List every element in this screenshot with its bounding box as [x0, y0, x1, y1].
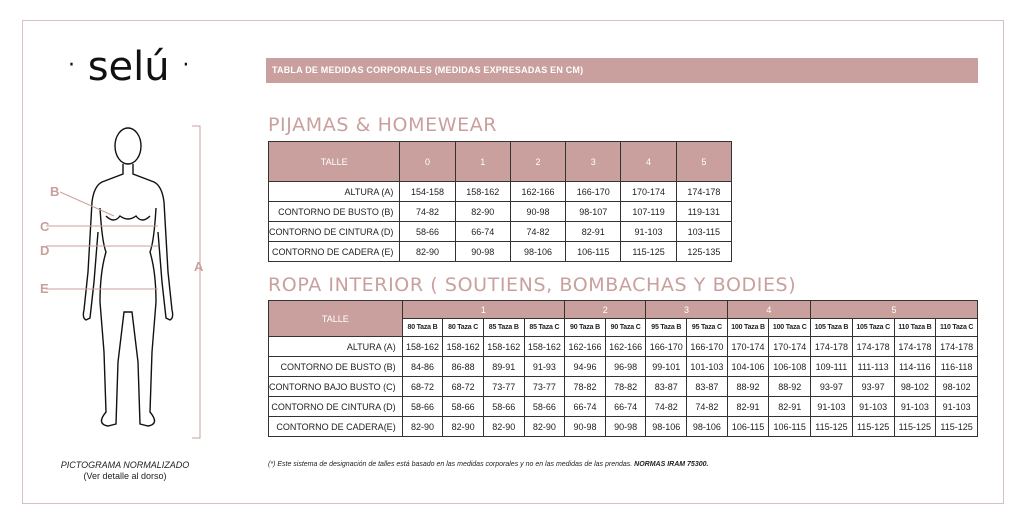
cell-value: 162-166	[565, 337, 606, 357]
cell-value: 78-82	[565, 377, 606, 397]
cell-value: 84-86	[402, 357, 443, 377]
cup-header: 85 Taza B	[483, 319, 524, 337]
cell-value: 98-106	[646, 417, 687, 437]
cell-value: 82-91	[566, 222, 621, 242]
logo-text: selú	[87, 44, 170, 90]
cup-header: 105 Taza C	[852, 319, 894, 337]
cell-value: 115-125	[852, 417, 894, 437]
table-row	[269, 377, 978, 397]
caption-title: PICTOGRAMA NORMALIZADO	[60, 460, 190, 470]
cell-value: 90-98	[455, 242, 510, 262]
size-group-5: 5	[811, 301, 978, 319]
cell-value: 73-77	[524, 377, 565, 397]
cell-value: 109-111	[811, 357, 853, 377]
section-title-ropa-interior: ROPA INTERIOR ( SOUTIENS, BOMBACHAS Y BODIES)	[268, 274, 797, 296]
cell-value: 107-119	[621, 202, 676, 222]
cell-value: 58-66	[443, 397, 484, 417]
cell-value: 162-166	[510, 182, 565, 202]
cell-value: 174-178	[811, 337, 853, 357]
cup-header: 90 Taza C	[605, 319, 646, 337]
cell-value: 91-103	[894, 397, 936, 417]
table-row	[269, 222, 732, 242]
size-group-1: 1	[402, 301, 565, 319]
cell-value: 91-103	[811, 397, 853, 417]
cell-value: 119-131	[676, 202, 731, 222]
cell-value: 158-162	[455, 182, 510, 202]
body-silhouette	[83, 128, 172, 426]
label-c: C	[40, 219, 50, 234]
cell-value: 96-98	[605, 357, 646, 377]
footnote	[268, 461, 708, 468]
cell-value: 98-102	[936, 377, 978, 397]
table-row	[269, 202, 732, 222]
table-row	[269, 397, 978, 417]
cell-value: 83-87	[687, 377, 728, 397]
table-ropa-interior	[268, 300, 978, 437]
row-label: CONTORNO DE BUSTO (B)	[269, 357, 403, 377]
cell-value: 162-166	[605, 337, 646, 357]
cell-value: 98-106	[687, 417, 728, 437]
cell-value: 170-174	[727, 337, 769, 357]
cell-value: 91-103	[621, 222, 676, 242]
cell-value: 82-90	[455, 202, 510, 222]
cell-value: 158-162	[524, 337, 565, 357]
cup-header: 100 Taza C	[769, 319, 811, 337]
cup-header: 105 Taza B	[811, 319, 853, 337]
cell-value: 166-170	[687, 337, 728, 357]
cell-value: 154-158	[400, 182, 455, 202]
cell-value: 99-101	[646, 357, 687, 377]
cell-value: 106-115	[566, 242, 621, 262]
brand-logo	[68, 44, 189, 90]
size-group-4: 4	[727, 301, 810, 319]
caption-subtitle: (Ver detalle al dorso)	[83, 471, 167, 481]
cell-value: 74-82	[687, 397, 728, 417]
table-row	[269, 417, 978, 437]
cup-header: 80 Taza C	[443, 319, 484, 337]
section-title-pijamas: PIJAMAS & HOMEWEAR	[268, 114, 498, 136]
cell-value: 73-77	[483, 377, 524, 397]
header-banner: TABLA DE MEDIDAS CORPORALES (MEDIDAS EXPRESADAS EN CM)	[266, 58, 978, 83]
label-d: D	[40, 243, 50, 258]
cell-value: 68-72	[443, 377, 484, 397]
cell-value: 68-72	[402, 377, 443, 397]
cell-value: 174-178	[894, 337, 936, 357]
cell-value: 91-93	[524, 357, 565, 377]
cell-value: 125-135	[676, 242, 731, 262]
label-b: B	[50, 184, 60, 199]
table-pijamas	[268, 141, 732, 262]
label-e: E	[40, 281, 49, 296]
cell-value: 91-103	[936, 397, 978, 417]
cup-header: 110 Taza B	[894, 319, 936, 337]
row-label: ALTURA (A)	[269, 337, 403, 357]
talle-header: TALLE	[269, 142, 400, 182]
cell-value: 94-96	[565, 357, 606, 377]
cell-value: 82-90	[524, 417, 565, 437]
table-size-row	[269, 301, 978, 319]
table-row	[269, 182, 732, 202]
cell-value: 166-170	[646, 337, 687, 357]
size-group-3: 3	[646, 301, 727, 319]
cell-value: 66-74	[455, 222, 510, 242]
row-label: CONTORNO DE CINTURA (D)	[269, 222, 400, 242]
cup-header: 100 Taza B	[727, 319, 769, 337]
cup-header: 85 Taza C	[524, 319, 565, 337]
row-label: CONTORNO DE CINTURA (D)	[269, 397, 403, 417]
cell-value: 90-98	[605, 417, 646, 437]
logo-dot-right: ·	[182, 52, 190, 78]
cell-value: 66-74	[605, 397, 646, 417]
cell-value: 88-92	[769, 377, 811, 397]
cell-value: 74-82	[510, 222, 565, 242]
row-label: CONTORNO DE BUSTO (B)	[269, 202, 400, 222]
table-row	[269, 337, 978, 357]
cell-value: 166-170	[566, 182, 621, 202]
talle-header: TALLE	[269, 301, 403, 337]
cell-value: 111-113	[852, 357, 894, 377]
size-header-4: 4	[621, 142, 676, 182]
row-label: ALTURA (A)	[269, 182, 400, 202]
table-row	[269, 357, 978, 377]
cell-value: 93-97	[852, 377, 894, 397]
logo-dot-left: ·	[68, 52, 75, 78]
cell-value: 88-92	[727, 377, 769, 397]
cell-value: 91-103	[852, 397, 894, 417]
footnote-norm: NORMAS IRAM 75300.	[634, 461, 709, 468]
size-header-3: 3	[566, 142, 621, 182]
table-header-row	[269, 142, 732, 182]
cup-header: 95 Taza B	[646, 319, 687, 337]
cell-value: 174-178	[852, 337, 894, 357]
body-pictogram	[36, 112, 216, 442]
cell-value: 98-106	[510, 242, 565, 262]
cell-value: 58-66	[400, 222, 455, 242]
cell-value: 170-174	[769, 337, 811, 357]
cup-header: 95 Taza C	[687, 319, 728, 337]
cell-value: 82-90	[402, 417, 443, 437]
cup-header: 80 Taza B	[402, 319, 443, 337]
cell-value: 82-91	[769, 397, 811, 417]
cell-value: 58-66	[524, 397, 565, 417]
size-group-2: 2	[565, 301, 646, 319]
cell-value: 106-115	[727, 417, 769, 437]
cell-value: 104-106	[727, 357, 769, 377]
cell-value: 115-125	[894, 417, 936, 437]
cell-value: 115-125	[811, 417, 853, 437]
cell-value: 170-174	[621, 182, 676, 202]
cell-value: 106-115	[769, 417, 811, 437]
cell-value: 101-103	[687, 357, 728, 377]
size-header-1: 1	[455, 142, 510, 182]
cell-value: 103-115	[676, 222, 731, 242]
row-label: CONTORNO BAJO BUSTO (C)	[269, 377, 403, 397]
cell-value: 106-108	[769, 357, 811, 377]
cell-value: 74-82	[646, 397, 687, 417]
cell-value: 82-91	[727, 397, 769, 417]
size-header-5: 5	[676, 142, 731, 182]
footnote-text: (*) Este sistema de designación de talles está basado en las medidas corporales y no en las medidas de las prendas.	[268, 461, 635, 468]
pictogram-caption	[40, 460, 210, 482]
row-label: CONTORNO DE CADERA (E)	[269, 242, 400, 262]
cell-value: 82-90	[443, 417, 484, 437]
cell-value: 115-125	[621, 242, 676, 262]
cell-value: 82-90	[400, 242, 455, 262]
cup-header: 90 Taza B	[565, 319, 606, 337]
cell-value: 174-178	[936, 337, 978, 357]
cell-value: 86-88	[443, 357, 484, 377]
cell-value: 82-90	[483, 417, 524, 437]
cell-value: 58-66	[483, 397, 524, 417]
cell-value: 58-66	[402, 397, 443, 417]
cell-value: 93-97	[811, 377, 853, 397]
cell-value: 98-107	[566, 202, 621, 222]
cell-value: 83-87	[646, 377, 687, 397]
cell-value: 74-82	[400, 202, 455, 222]
cell-value: 174-178	[676, 182, 731, 202]
table-row	[269, 242, 732, 262]
size-header-0: 0	[400, 142, 455, 182]
label-a: A	[194, 259, 204, 274]
cell-value: 114-116	[894, 357, 936, 377]
cell-value: 158-162	[402, 337, 443, 357]
cell-value: 116-118	[936, 357, 978, 377]
cell-value: 158-162	[443, 337, 484, 357]
size-header-2: 2	[510, 142, 565, 182]
cell-value: 98-102	[894, 377, 936, 397]
cell-value: 78-82	[605, 377, 646, 397]
cell-value: 90-98	[565, 417, 606, 437]
cell-value: 89-91	[483, 357, 524, 377]
cell-value: 115-125	[936, 417, 978, 437]
cell-value: 158-162	[483, 337, 524, 357]
cell-value: 90-98	[510, 202, 565, 222]
row-label: CONTORNO DE CADERA(E)	[269, 417, 403, 437]
cell-value: 66-74	[565, 397, 606, 417]
cup-header: 110 Taza C	[936, 319, 978, 337]
